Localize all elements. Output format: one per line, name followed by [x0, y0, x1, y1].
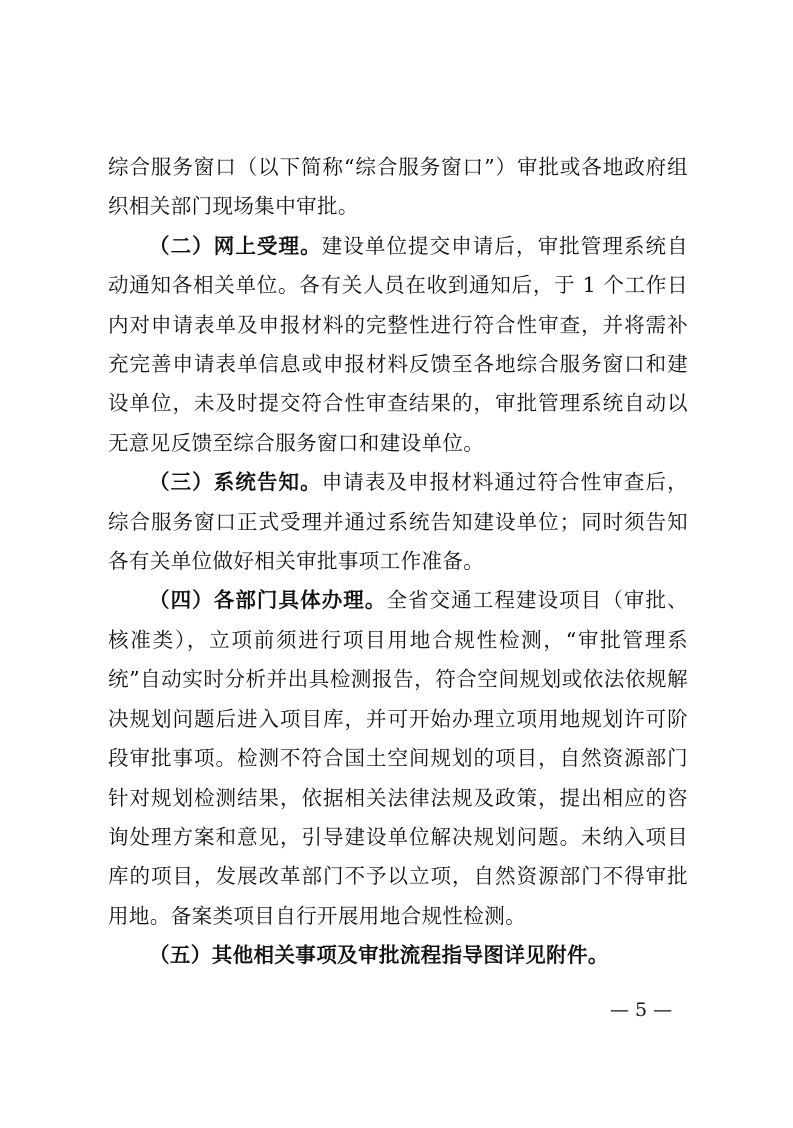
section-heading-department-processing: （四）各部门具体办理。 [149, 588, 387, 613]
page-number: — 5 — [610, 999, 673, 1021]
section-heading-other-matters: （五）其他相关事项及审批流程指导图详见附件。 [149, 943, 609, 968]
paragraph-system-notice [108, 463, 688, 581]
paragraph-text: 全省交通工程建设项目（审批、核准类），立项前须进行项目用地合规性检测，“审批管理系统”自动实时分析并出具检测报告，符合空间规划或依法依规解决规划问题后进入项目库，并可开始办理立项用地规划许可阶段审批事项。检测不符合国土空间规划的项目，自然资源部门针对规划检测结果，依据相关法律法规及政策，提出相应的咨询处理方案和意见，引导建设单位解决规划问题。未纳入项目库的项目，发展改革部门不予以立项，自然资源部门不得审批用地。备案类项目自行开展用地合规性检测。 [108, 588, 688, 928]
paragraph-text: 综合服务窗口（以下简称“综合服务窗口”）审批或各地政府组织相关部门现场集中审批。 [108, 155, 688, 219]
paragraph-online-acceptance [108, 227, 688, 463]
paragraph-other-matters [108, 936, 688, 975]
paragraph-department-processing [108, 581, 688, 936]
section-heading-online-acceptance: （二）网上受理。 [149, 233, 322, 258]
section-heading-system-notice: （三）系统告知。 [149, 470, 322, 495]
document-body [108, 148, 688, 976]
paragraph-text: 申请表及申报材料通过符合性审查后，综合服务窗口正式受理并通过系统告知建设单位；同时须告知各有关单位做好相关审批事项工作准备。 [108, 470, 688, 574]
paragraph-text: 建设单位提交申请后，审批管理系统自动通知各相关单位。各有关人员在收到通知后，于 1 个工作日内对申请表单及申报材料的完整性进行符合性审查，并将需补充完善申请表单信息或申报材料反馈至各地综合服务窗口和建设单位，未及时提交符合性审查结果的，审批管理系统自动以无意见反馈至综合服务窗口和建设单位。 [108, 233, 688, 455]
paragraph-approval-continuation [108, 148, 688, 227]
